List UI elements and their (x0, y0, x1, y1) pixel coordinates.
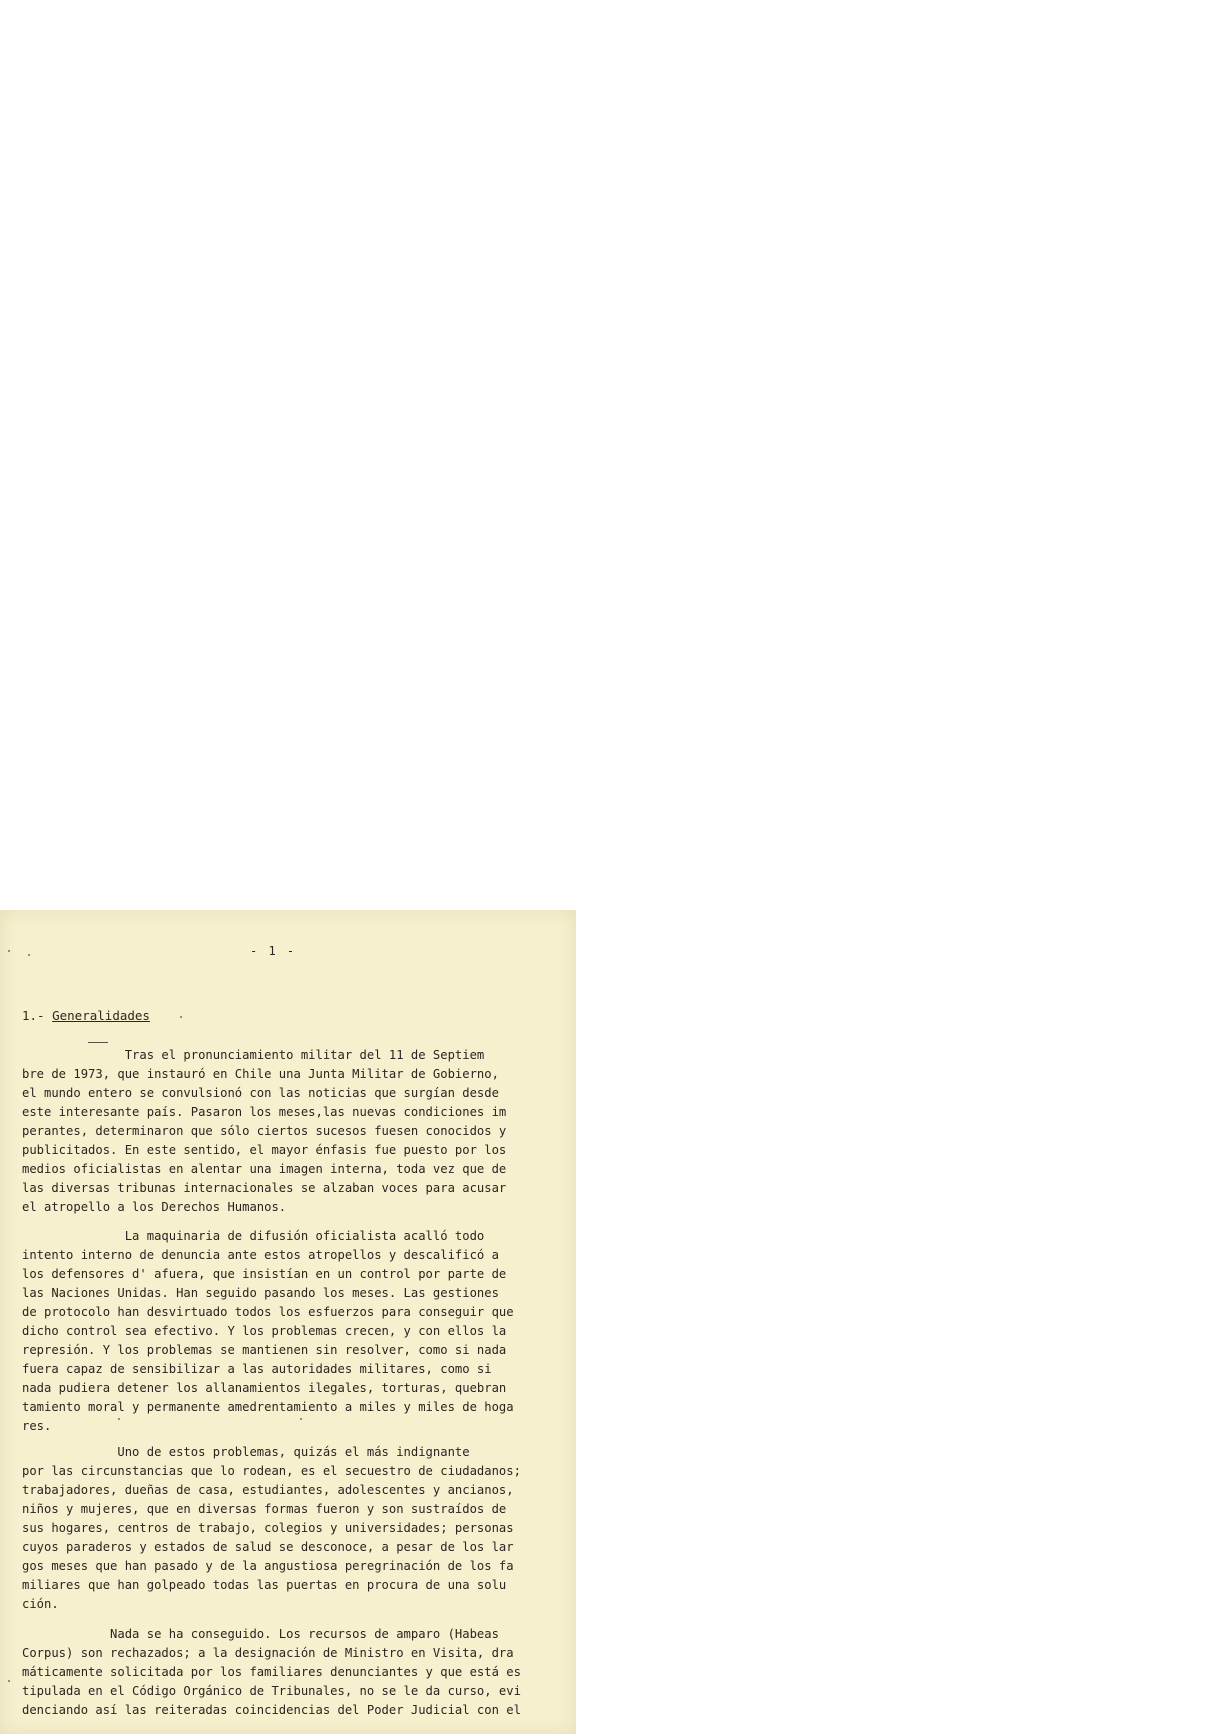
section-number: 1.- (22, 1008, 45, 1023)
paper-speck (118, 1418, 120, 1420)
paragraph-1: Tras el pronunciamiento militar del 11 de Septiem bre de 1973, que instauró en Chile una Junta Militar de Gobierno, el mundo entero se convulsionó con las noticias que surgían desde este interesante país. Pasaron los meses,las nuevas condiciones im perantes, determinaron que sólo ciertos sucesos fuesen conocidos y publicitados. En este sentido, el mayor énfasis fue puesto por los medios oficialistas en alentar una imagen interna, toda vez que de las diversas tribunas internacionales se alzaban voces para acusar el atropello a los Derechos Humanos. (22, 1048, 507, 1214)
section-title: Generalidades (52, 1008, 150, 1023)
paragraph-2: La maquinaria de difusión oficialista acalló todo intento interno de denuncia ante estos atropellos y descalificó a los defensores d' afuera, que insistían en un control por parte de las Naciones Unidas. Han seguido pasando los meses. Las gestiones de protocolo han desvirtuado todos los esfuerzos para conseguir que dicho control sea efectivo. Y los problemas crecen, y con ellos la represión. Y los problemas se mantienen sin resolver, como si nada fuera capaz de sensibilizar a las autoridades militares, como si nada pudiera detener los allanamientos ilegales, torturas, quebran tamiento moral y permanente amedrentamiento a miles y miles de hoga res. (22, 1229, 514, 1433)
pen-mark (88, 1042, 108, 1043)
paper-speck (180, 1016, 182, 1018)
paper-speck (28, 954, 30, 956)
paragraph-4: Nada se ha conseguido. Los recursos de amparo (Habeas Corpus) son rechazados; a la designación de Ministro en Visita, dra máticamente solicitada por los familiares denunciantes y que está es tipulada en el Código Orgánico de Tribunales, no se le da curso, evi denciando así las reiteradas coincidencias del Poder Judicial con el (22, 1627, 521, 1717)
paper-speck (8, 1680, 10, 1682)
paragraph-3: Uno de estos problemas, quizás el más indignante por las circunstancias que lo rodean, es el secuestro de ciudadanos; trabajadores, dueñas de casa, estudiantes, adolescentes y ancianos, niños y mujeres, que en diversas formas fueron y son sustraídos de sus hogares, centros de trabajo, colegios y universidades; personas cuyos paraderos y estados de salud se desconoce, a pesar de los lar gos meses que han pasado y de la angustiosa peregrinación de los fa miliares que han golpeado todas las puertas en procura de una solu ción. (22, 1445, 521, 1611)
document-page (0, 910, 576, 1734)
paper-speck (8, 950, 10, 952)
page-number: - 1 - (250, 944, 297, 958)
section-heading (22, 1008, 150, 1023)
paper-speck (300, 1418, 302, 1420)
